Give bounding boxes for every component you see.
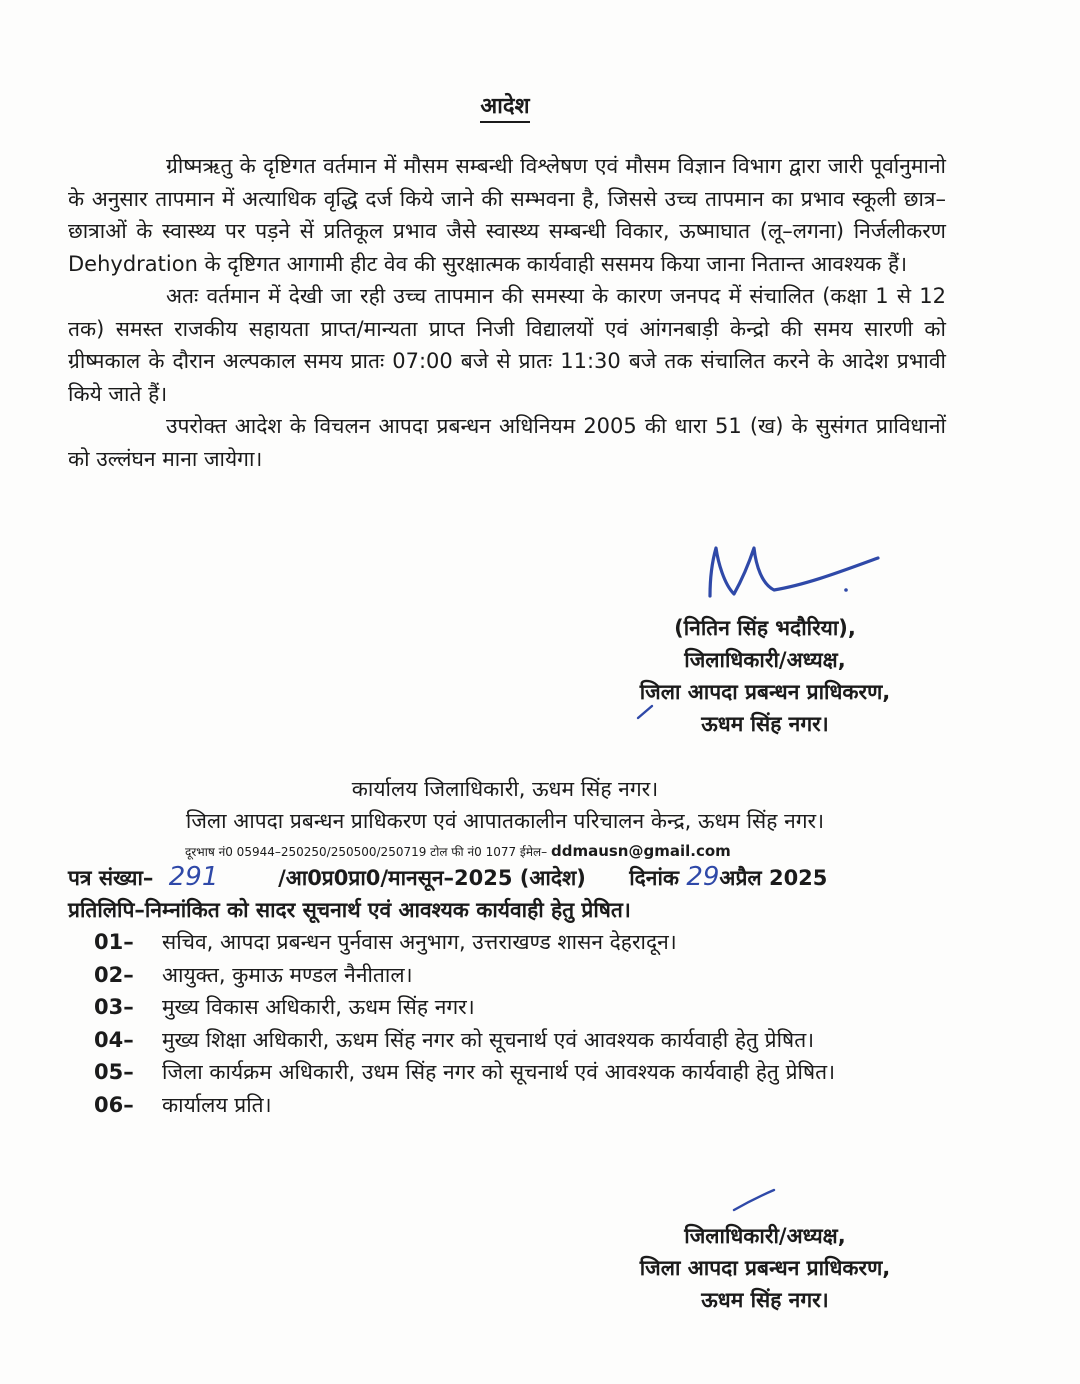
pen-tick-mark [636, 702, 656, 720]
letter-number-handwritten: 291 [168, 862, 219, 892]
contact-line [185, 842, 731, 860]
list-item-number: 02– [94, 962, 134, 987]
date-label: दिनांक [629, 866, 680, 890]
list-item-text: आयुक्त, कुमाऊ मण्डल नैनीताल। [162, 962, 413, 987]
order-title: आदेश [0, 90, 1010, 120]
letter-reference: /आ0प्र0प्रा0/मानसून–2025 (आदेश) [278, 866, 586, 890]
list-item-text: मुख्य विकास अधिकारी, ऊधम सिंह नगर। [162, 995, 475, 1019]
date-rest: अप्रैल 2025 [719, 866, 828, 890]
paragraph-1: ग्रीष्मऋतु के दृष्टिगत वर्तमान में मौसम सम्बन्धी विश्लेषण एवं मौसम विज्ञान विभाग द्वारा जारी पूर्वानुमानो के अनुसार तापमान में अत्याधिक वृद्धि दर्ज किये जाने की सम्भवना है, जिससे उच्च तापमान का प्रभाव स्कूली छात्र–छात्राओं के स्वास्थ्य पर पड़ने सें प्रतिकूल प्रभाव जैसे स्वास्थ्य सम्बन्धी विकार, ऊष्माघात (लू–लगना) निर्जलीकरण Dehydration के दृष्टिगत आगामी हीट वेव की सुरक्षात्मक कार्यवाही ससमय किया जाना नितान्त आवश्यक हैं। [68, 154, 946, 276]
signature-mark [700, 540, 890, 610]
list-item-number: 03– [94, 995, 134, 1019]
list-item-text: जिला कार्यक्रम अधिकारी, उधम सिंह नगर को सूचनार्थ एवं आवश्यक कार्यवाही हेतु प्रेषित। [162, 1060, 836, 1084]
letter-label: पत्र संख्या– [68, 866, 154, 890]
contact-numbers: दूरभाष नं0 05944–250250/250500/250719 टोल फी नं0 1077 ईमेल– [185, 845, 548, 859]
list-item [94, 991, 944, 1024]
copy-to-line: प्रतिलिपि–निम्नांकित को सादर सूचनार्थ एवं आवश्यक कार्यवाही हेतु प्रेषित। [68, 898, 631, 922]
list-item [94, 1056, 944, 1089]
date-handwritten: 29 [686, 862, 720, 892]
letter-number-line [68, 862, 948, 896]
email-address: ddmausn@gmail.com [550, 842, 731, 860]
list-item-number: 04– [94, 1027, 134, 1052]
list-item-text: सचिव, आपदा प्रबन्धन पुर्नवास अनुभाग, उत्तराखण्ड शासन देहरादून। [162, 930, 677, 954]
list-item-number: 06– [94, 1092, 134, 1117]
paragraph-2: अतः वर्तमान में देखी जा रही उच्च तापमान की समस्या के कारण जनपद में संचालित (कक्षा 1 से 12 तक) समस्त राजकीय सहायता प्राप्त/मान्यता प्राप्त निजी विद्यालयों एवं आंगनबाड़ी केन्द्रो की समय सारणी को ग्रीष्मकाल के दौरान अल्पकाल समय प्रातः 07:00 बजे से प्रातः 11:30 बजे तक संचालित करने के आदेश प्रभावी किये जाते हैं। [68, 284, 946, 406]
footer-designation: जिलाधिकारी/अध्यक्ष, [684, 1224, 846, 1248]
list-item-number: 05– [94, 1060, 134, 1084]
recipient-list [94, 926, 944, 1121]
list-item-text: मुख्य शिक्षा अधिकारी, ऊधम सिंह नगर को सूचनार्थ एवं आवश्यक कार्यवाही हेतु प्रेषित। [162, 1027, 815, 1052]
signatory-designation: जिलाधिकारी/अध्यक्ष, [684, 648, 846, 672]
signatory-authority: जिला आपदा प्रबन्धन प्राधिकरण, [639, 680, 891, 704]
signatory-name: (नितिन सिंह भदौरिया), [674, 616, 856, 640]
list-item-number: 01– [94, 930, 134, 954]
signatory-block [590, 612, 940, 740]
office-line-2: जिला आपदा प्रबन्धन प्राधिकरण एवं आपातकालीन परिचालन केन्द्र, ऊधम सिंह नगर। [185, 809, 825, 833]
list-item [94, 1089, 944, 1122]
list-item [94, 1024, 944, 1057]
order-body [68, 150, 946, 475]
list-item-text: कार्यालय प्रति। [162, 1092, 272, 1117]
footer-signatory-block [590, 1220, 940, 1316]
initial-mark [730, 1186, 780, 1216]
footer-place: ऊधम सिंह नगर। [701, 1288, 829, 1312]
paragraph-3: उपरोक्त आदेश के विचलन आपदा प्रबन्धन अधिनियम 2005 की धारा 51 (ख) के सुसंगत प्राविधानों को उल्लंघन माना जायेगा। [68, 414, 946, 471]
list-item [94, 959, 944, 992]
list-item [94, 926, 944, 959]
signatory-place: ऊधम सिंह नगर। [701, 712, 829, 736]
office-line-1: कार्यालय जिलाधिकारी, ऊधम सिंह नगर। [351, 777, 659, 801]
footer-authority: जिला आपदा प्रबन्धन प्राधिकरण, [639, 1256, 891, 1280]
